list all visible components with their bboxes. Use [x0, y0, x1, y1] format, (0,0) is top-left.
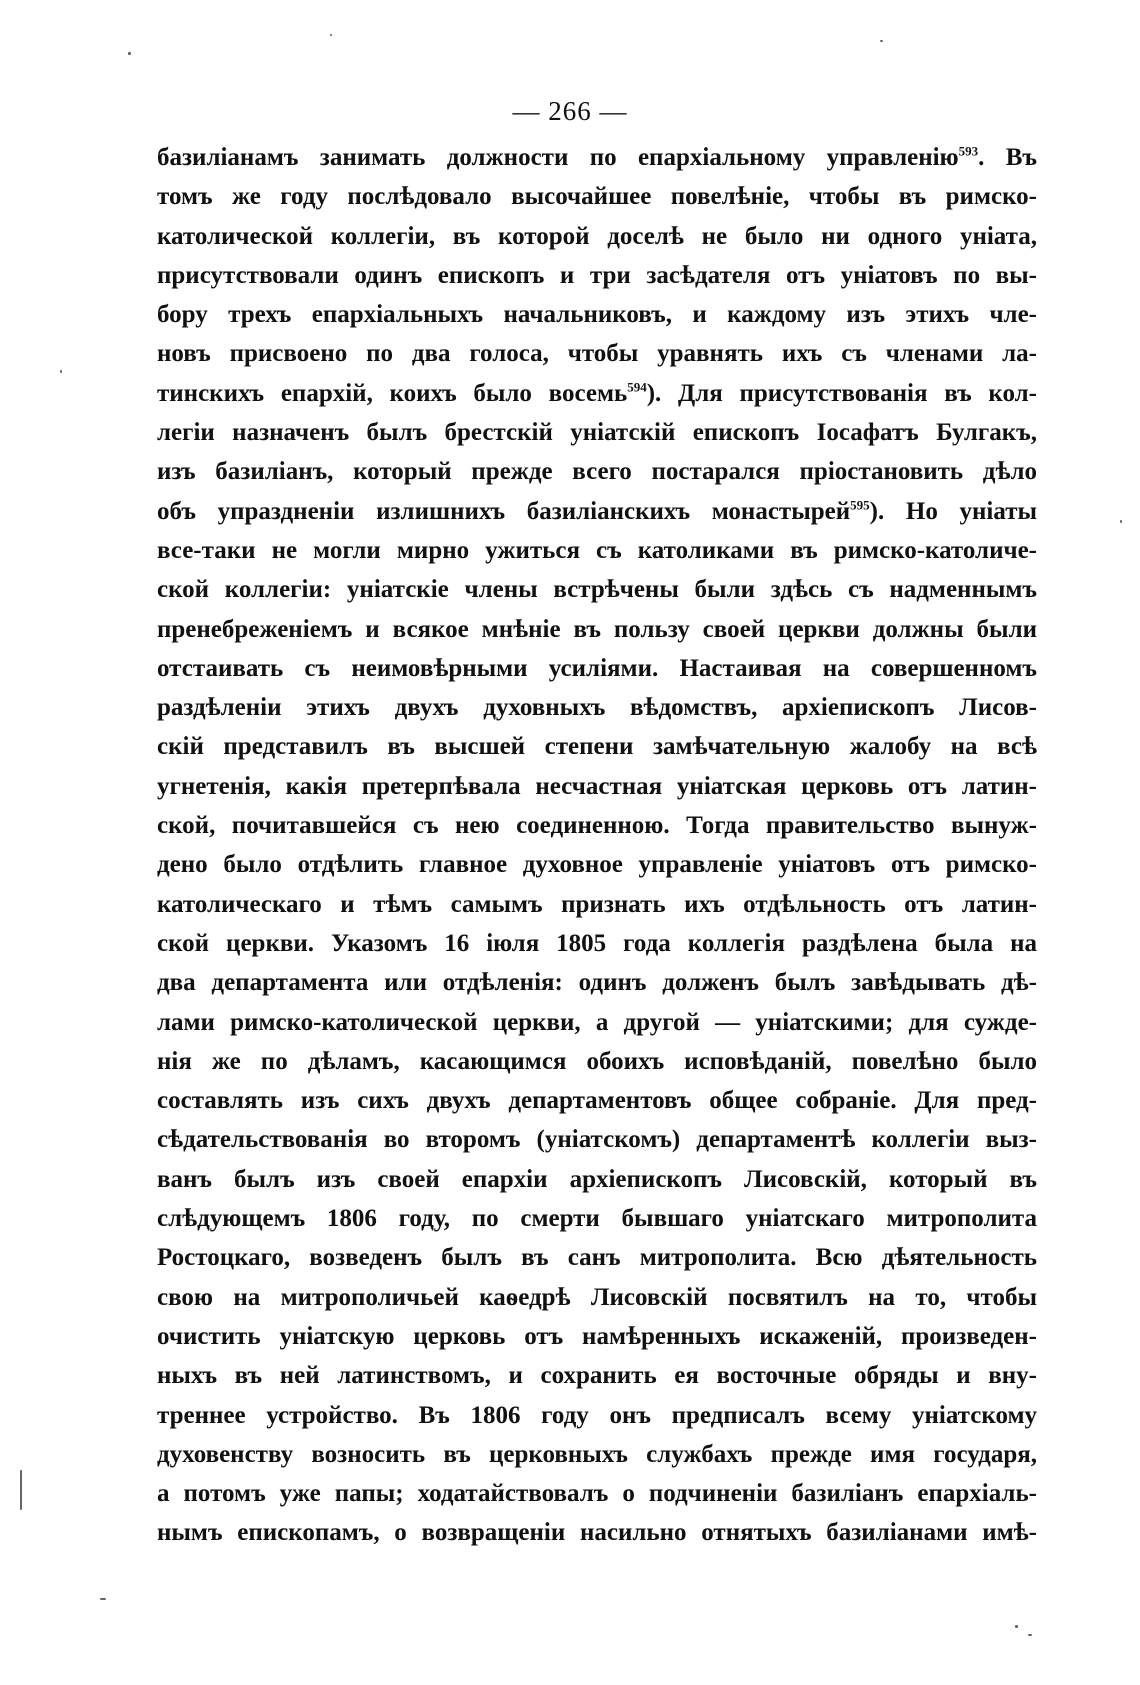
text-line: отстаивать съ неимовѣрными усиліями. Настаивая на совершенномъ	[157, 654, 1037, 682]
text-line: изъ базиліанъ, который прежде всего постарался пріостановить дѣло	[157, 458, 1037, 486]
scan-speck	[1015, 1625, 1018, 1628]
scan-speck	[20, 1470, 22, 1510]
scan-speck	[1028, 1634, 1032, 1636]
text-line: очистить уніатскую церковь отъ намѣренныхъ искаженій, произведен-	[157, 1322, 1037, 1350]
text-line: скій представилъ въ высшей степени замѣчательную жалобу на всѣ	[157, 733, 1037, 761]
scan-speck	[1120, 520, 1122, 523]
text-line: нія же по дѣламъ, касающимся обоихъ исповѣданій, повелѣно было	[157, 1047, 1037, 1075]
text-line: раздѣленіи этихъ двухъ духовныхъ вѣдомствъ, архіепископъ Лисов-	[157, 694, 1037, 722]
text-line: два департамента или отдѣленія: одинъ долженъ былъ завѣдывать дѣ-	[157, 969, 1037, 997]
text-line: томъ же году послѣдовало высочайшее повелѣніе, чтобы въ римско-	[157, 183, 1037, 211]
page-number: — 266 —	[512, 96, 628, 126]
text-line: дено было отдѣлить главное духовное управленіе уніатовъ отъ римско-	[157, 851, 1037, 879]
text-line: католической коллегіи, въ которой доселѣ не было ни одного уніата,	[157, 222, 1037, 250]
body-text	[157, 138, 1037, 1553]
text-line: все-таки не могли мирно ужиться съ католиками въ римско-католиче-	[157, 536, 1037, 564]
text-line: Ростоцкаго, возведенъ былъ въ санъ митрополита. Всю дѣятельность	[157, 1244, 1037, 1272]
text-line: составлять изъ сихъ двухъ департаментовъ общее собраніе. Для пред-	[157, 1087, 1037, 1115]
text-line: сѣдательствованія во второмъ (уніатскомъ) департаментѣ коллегіи выз-	[157, 1126, 1037, 1154]
text-line: ныхъ въ ней латинствомъ, и сохранить ея восточные обряды и вну-	[157, 1362, 1037, 1390]
scan-speck	[128, 52, 131, 55]
text-line: присутствовали одинъ епископъ и три засѣдателя отъ уніатовъ по вы-	[157, 261, 1037, 289]
text-line: базиліанамъ занимать должности по епархіальному управленію$^{593}$. Въ	[157, 143, 1037, 171]
text-line: ской коллегіи: уніатскіе члены встрѣчены были здѣсь съ надменнымъ	[157, 576, 1037, 604]
text-line: нымъ епископамъ, о возвращеніи насильно отнятыхъ базиліанами имѣ-	[157, 1519, 1037, 1547]
text-line: треннее устройство. Въ 1806 году онъ предписалъ всему уніатскому	[157, 1401, 1037, 1429]
text-line: лами римско-католической церкви, а другой — уніатскими; для сужде-	[157, 1008, 1037, 1036]
text-line: католическаго и тѣмъ самымъ признать ихъ отдѣльность отъ латин-	[157, 890, 1037, 918]
text-line: объ упраздненіи излишнихъ базиліанскихъ монастырей$^{595}$). Но уніаты	[157, 497, 1037, 525]
scan-speck	[60, 370, 62, 373]
text-line: свою на митрополичьей каѳедрѣ Лисовскій посвятилъ на то, чтобы	[157, 1283, 1037, 1311]
text-line: новъ присвоено по два голоса, чтобы уравнять ихъ съ членами ла-	[157, 340, 1037, 368]
scan-speck	[880, 40, 883, 42]
text-line: а потомъ уже папы; ходатайствовалъ о подчиненіи базиліанъ епархіаль-	[157, 1480, 1037, 1508]
text-line: духовенству возносить въ церковныхъ службахъ прежде имя государя,	[157, 1440, 1037, 1468]
text-line: ской церкви. Указомъ 16 іюля 1805 года коллегія раздѣлена была на	[157, 929, 1037, 957]
scan-speck	[330, 34, 332, 36]
text-line: слѣдующемъ 1806 году, по смерти бывшаго уніатскаго митрополита	[157, 1205, 1037, 1233]
text-line: пренебреженіемъ и всякое мнѣніе въ пользу своей церкви должны были	[157, 615, 1037, 643]
footnote-ref: 594	[627, 379, 647, 395]
text-line: тинскихъ епархій, коихъ было восемь$^{594}$). Для присутствованія въ кол-	[157, 379, 1037, 407]
text-line: легіи назначенъ былъ брестскій уніатскій епископъ Іосафатъ Булгакъ,	[157, 419, 1037, 447]
text-line: угнетенія, какія претерпѣвала несчастная уніатская церковь отъ латин-	[157, 772, 1037, 800]
footnote-ref: 593	[958, 143, 979, 159]
footnote-ref: 595	[850, 497, 870, 513]
text-line: бору трехъ епархіальныхъ начальниковъ, и каждому изъ этихъ чле-	[157, 301, 1037, 329]
scan-speck	[100, 1598, 106, 1600]
text-line: ской, почитавшейся съ нею соединенною. Тогда правительство вынуж-	[157, 812, 1037, 840]
text-line: ванъ былъ изъ своей епархіи архіепископъ Лисовскій, который въ	[157, 1165, 1037, 1193]
